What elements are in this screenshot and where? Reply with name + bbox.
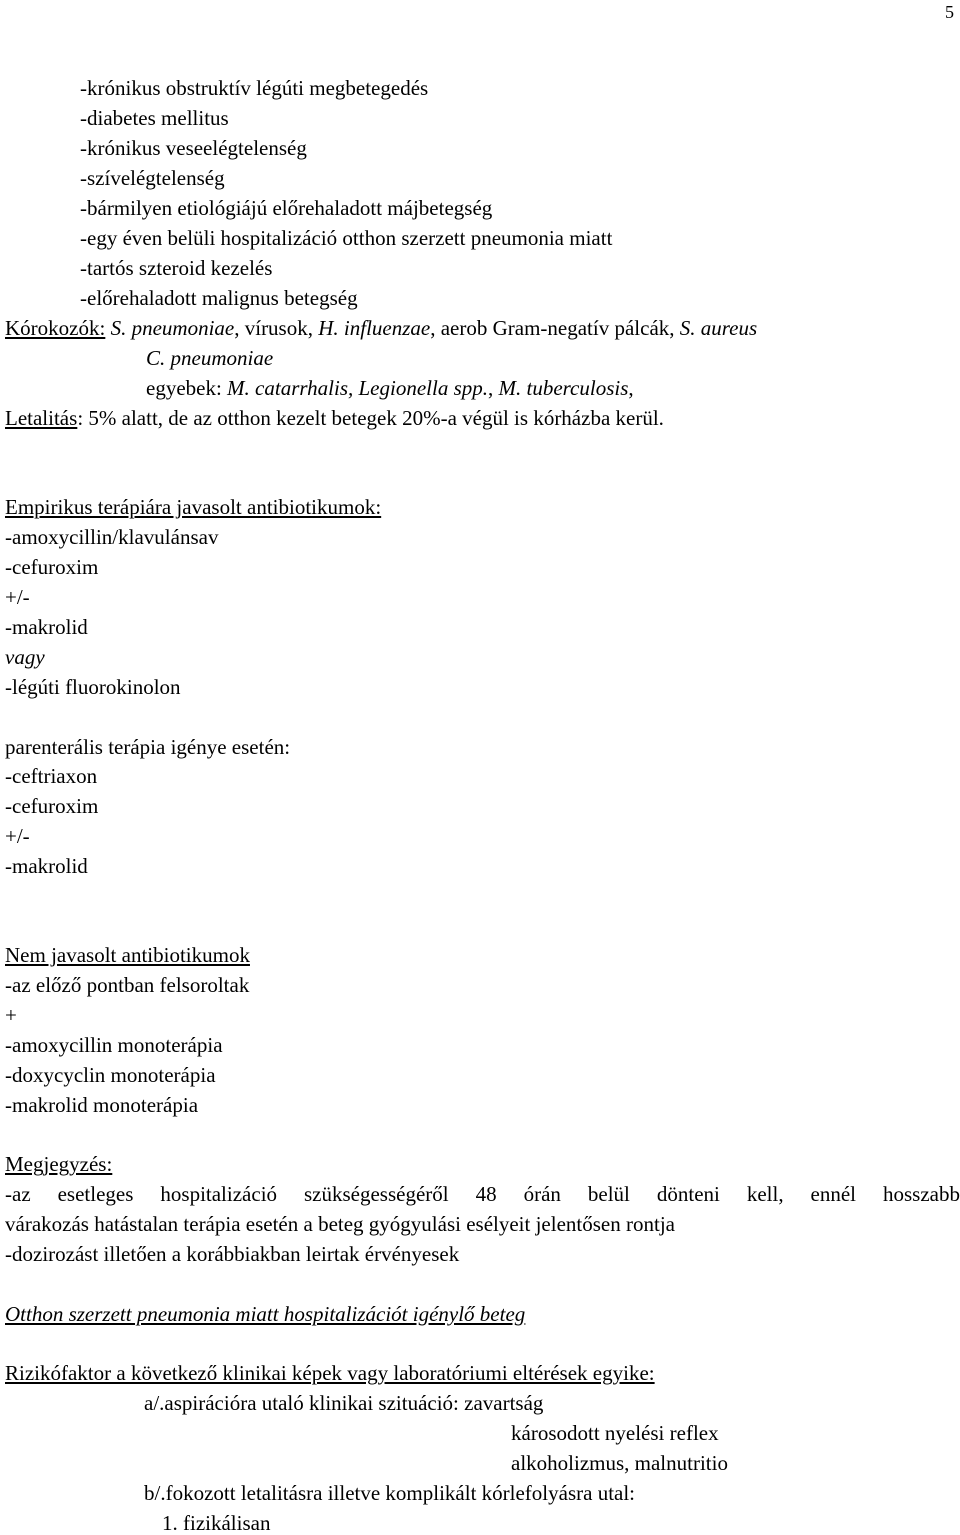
list-item: -makrolid [5,854,88,878]
section-heading: Empirikus terápiára javasolt antibiotikumok: [5,495,382,519]
section-title: Otthon szerzett pneumonia miatt hospitalizációt igénylő beteg [5,1302,526,1326]
list-item: alkoholizmus, malnutritio [511,1451,728,1475]
list-item: +/- [5,824,30,848]
risk-factor-a: a/.aspirációra utaló klinikai szituáció: zavartság [144,1391,544,1415]
note-line: -dozirozást illetően a korábbiakban leirtak érvényesek [5,1242,460,1266]
list-item: -makrolid monoterápia [5,1093,199,1117]
list-item: -cefuroxim [5,794,99,818]
list-item: -ceftriaxon [5,764,98,788]
list-item: károsodott nyelési reflex [511,1421,719,1445]
pathogen-name: M. tuberculosis [498,376,629,400]
list-item: -tartós szteroid kezelés [80,256,273,280]
mortality-text: : 5% alatt, de az otthon kezelt betegek 20%-a végül is kórházba kerül. [77,406,664,430]
list-item: -amoxycillin/klavulánsav [5,525,219,549]
pathogen-name: C. pneumoniae [146,346,274,370]
list-item: -egy éven belüli hospitalizáció otthon szerzett pneumonia miatt [80,226,613,250]
section-heading: Megjegyzés: [5,1152,113,1176]
list-item: -diabetes mellitus [80,106,229,130]
mortality-line [5,406,664,430]
section-heading: Rizikófaktor a következő klinikai képek vagy laboratóriumi eltérések egyike: [5,1361,655,1385]
list-item: -krónikus obstruktív légúti megbetegedés [80,76,429,100]
list-item: -az előző pontban felsoroltak [5,973,250,997]
list-item: + [5,1003,17,1027]
list-item: -cefuroxim [5,555,99,579]
section-heading: Nem javasolt antibiotikumok [5,943,250,967]
pathogen-text: , vírusok, [234,316,319,340]
list-item: -szívelégtelenség [80,166,225,190]
pathogens-line [5,316,757,340]
list-item: -krónikus veseelégtelenség [80,136,307,160]
note-line: várakozás hatástalan terápia esetén a beteg gyógyulási esélyeit jelentősen rontja [5,1212,675,1236]
note-line: -az esetleges hospitalizáció szükségességéről 48 órán belül dönteni kell, ennél hosszabb [5,1182,960,1206]
list-item: -bármilyen etiológiájú előrehaladott májbetegség [80,196,493,220]
pathogens-label: Kórokozók: [5,316,106,340]
section-heading: parenterális terápia igénye esetén: [5,735,291,759]
pathogen-name: H. influenzae [318,316,431,340]
other-label: egyebek: [146,376,228,400]
list-item: -amoxycillin monoterápia [5,1033,223,1057]
mortality-label: Letalitás [5,406,78,430]
list-item: -doxycyclin monoterápia [5,1063,216,1087]
list-item: -előrehaladott malignus betegség [80,286,358,310]
list-item: +/- [5,585,30,609]
pathogen-text: , aerob Gram-negatív pálcák, [430,316,680,340]
pathogen-name: M. catarrhalis, Legionella spp. [227,376,488,400]
list-item: 1. fizikálisan [162,1511,271,1535]
pathogen-name: S. aureus [679,316,758,340]
pathogen-name: S. pneumoniae [110,316,235,340]
page-number: 5 [945,2,954,22]
pathogen-text: , [488,376,499,400]
or-text: vagy [5,645,45,669]
pathogens-other-line [146,376,634,400]
list-item: -légúti fluorokinolon [5,675,181,699]
pathogen-text: , [628,376,634,400]
risk-factor-b: b/.fokozott letalitásra illetve komplikált kórlefolyásra utal: [144,1481,636,1505]
list-item: -makrolid [5,615,88,639]
